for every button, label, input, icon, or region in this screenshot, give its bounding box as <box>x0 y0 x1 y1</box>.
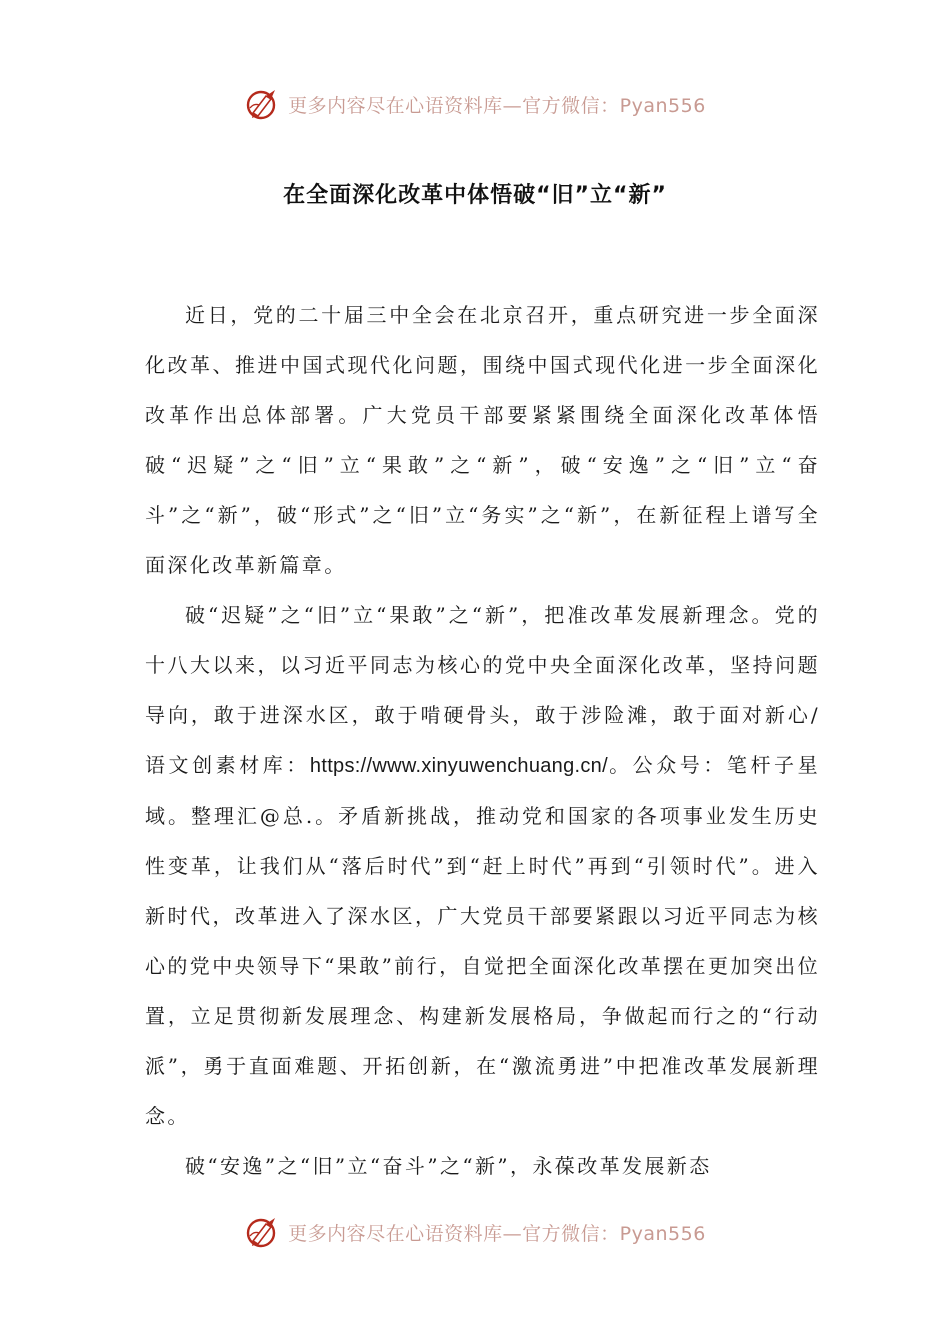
document-title: 在全面深化改革中体悟破“旧”立“新” <box>283 183 667 208</box>
source-url-link[interactable]: https://www.xinyuwenchuang.cn/ <box>309 755 608 777</box>
footer-banner-label: 更多内容尽在心语资料库—官方微信： <box>288 1222 620 1245</box>
pen-logo-icon <box>244 86 280 122</box>
footer-wechat-id: Pyan556 <box>619 1222 706 1245</box>
paragraph-intro: 近日，党的二十届三中全会在北京召开，重点研究进一步全面深化改革、推进中国式现代化问题，围绕中国式现代化进一步全面深化改革作出总体部署。广大党员干部要紧紧围绕全面深化改革体悟破“迟疑”之“旧”立“果敢”之“新”，破“安逸”之“旧”立“奋斗”之“新”，破“形式”之“旧”立“务实”之“新”，在新征程上谱写全面深化改革新篇章。 <box>145 303 820 577</box>
header-banner-text <box>288 91 706 118</box>
header-banner-label: 更多内容尽在心语资料库—官方微信： <box>288 94 620 117</box>
header-banner <box>0 84 950 124</box>
paragraph-break-hesitation <box>145 590 820 1141</box>
footer-banner <box>0 1212 950 1252</box>
footer-banner-text <box>288 1219 706 1246</box>
header-wechat-id: Pyan556 <box>619 94 706 117</box>
paragraph-text-before-url: 破“迟疑”之“旧”立“果敢”之“新”，把准改革发展新理念。党的十八大以来，以习近平同志为核心的党中央全面深化改革，坚持问题导向，敢于进深水区，敢于啃硬骨头，敢于涉险滩，敢于面对新心/语文创素材库： <box>145 603 820 777</box>
paragraph-break-comfort: 破“安逸”之“旧”立“奋斗”之“新”，永葆改革发展新态 <box>185 1154 712 1178</box>
paragraph-text-after-url: 。公众号：笔杆子星域。整理汇@总.。矛盾新挑战，推动党和国家的各项事业发生历史性变革，让我们从“落后时代”到“赶上时代”再到“引领时代”。进入新时代，改革进入了深水区，广大党员干部要紧跟以习近平同志为核心的党中央领导下“果敢”前行，自觉把全面深化改革摆在更加突出位置，立足贯彻新发展理念、构建新发展格局，争做起而行之的“行动派”，勇于直面难题、开拓创新，在“激流勇进”中把准改革发展新理念。 <box>145 753 820 1128</box>
document-body <box>145 290 820 1191</box>
pen-logo-icon <box>244 1214 280 1250</box>
